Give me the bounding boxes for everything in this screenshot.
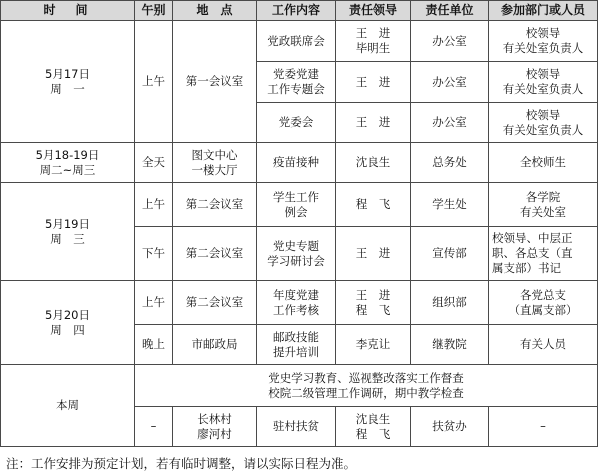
- participants-cell: 校领导 有关处室负责人: [489, 62, 598, 103]
- day-cell-may19: 5月19日 周 三: [1, 183, 135, 281]
- unit-cell: 办公室: [411, 62, 489, 103]
- header-leader: 责任领导: [336, 1, 411, 21]
- leader-cell: 程 飞: [336, 183, 411, 227]
- period-cell: 全天: [135, 143, 173, 183]
- table-row: [1, 143, 598, 183]
- content-cell: 党政联席会: [257, 21, 336, 62]
- participants-cell: 校领导 有关处室负责人: [489, 21, 598, 62]
- leader-cell: 王 进 毕明生: [336, 21, 411, 62]
- day-cell-may18-19: 5月18-19日 周二~周三: [1, 143, 135, 183]
- unit-cell: 办公室: [411, 103, 489, 143]
- period-cell: 上午: [135, 281, 173, 325]
- unit-cell: 总务处: [411, 143, 489, 183]
- leader-cell: 王 进 程 飞: [336, 281, 411, 325]
- content-cell: 邮政技能 提升培训: [257, 325, 336, 365]
- location-cell: 第二会议室: [173, 281, 257, 325]
- table-row: [1, 183, 598, 227]
- leader-cell: 王 进: [336, 62, 411, 103]
- participants-cell: 有关人员: [489, 325, 598, 365]
- location-cell: 图文中心 一楼大厅: [173, 143, 257, 183]
- content-cell: 疫苗接种: [257, 143, 336, 183]
- footer-note: 注：工作安排为预定计划，若有临时调整，请以实际日程为准。: [6, 456, 357, 471]
- location-cell: 第二会议室: [173, 227, 257, 281]
- content-cell: 驻村扶贫: [257, 407, 336, 447]
- content-cell: 年度党建 工作考核: [257, 281, 336, 325]
- period-cell: 晚上: [135, 325, 173, 365]
- content-cell: 党史专题 学习研讨会: [257, 227, 336, 281]
- location-cell: 第一会议室: [173, 21, 257, 143]
- content-cell: 党委会: [257, 103, 336, 143]
- location-cell: 长林村 廖河村: [173, 407, 257, 447]
- participants-cell: 校领导 有关处室负责人: [489, 103, 598, 143]
- header-location: 地 点: [173, 1, 257, 21]
- unit-cell: 组织部: [411, 281, 489, 325]
- header-content: 工作内容: [257, 1, 336, 21]
- day-cell-may20: 5月20日 周 四: [1, 281, 135, 365]
- period-cell: –: [135, 407, 173, 447]
- participants-cell: 各学院 有关处室: [489, 183, 598, 227]
- participants-cell: 全校师生: [489, 143, 598, 183]
- leader-cell: 李克让: [336, 325, 411, 365]
- period-cell: 上午: [135, 21, 173, 143]
- participants-cell: 各党总支 （直属支部）: [489, 281, 598, 325]
- unit-cell: 宣传部: [411, 227, 489, 281]
- header-unit: 责任单位: [411, 1, 489, 21]
- unit-cell: 扶贫办: [411, 407, 489, 447]
- leader-cell: 王 进: [336, 103, 411, 143]
- leader-cell: 沈良生: [336, 143, 411, 183]
- table-row: [1, 21, 598, 62]
- day-cell-may17: 5月17日 周 一: [1, 21, 135, 143]
- header-time: 时 间: [1, 1, 135, 21]
- period-cell: 下午: [135, 227, 173, 281]
- participants-cell: –: [489, 407, 598, 447]
- table-row: [1, 365, 598, 407]
- unit-cell: 学生处: [411, 183, 489, 227]
- header-period: 午别: [135, 1, 173, 21]
- content-cell: 党委党建 工作专题会: [257, 62, 336, 103]
- header-row: [1, 1, 598, 21]
- header-participants: 参加部门或人员: [489, 1, 598, 21]
- day-cell-week: 本周: [1, 365, 135, 447]
- participants-cell: 校领导、中层正 职、各总支（直 属支部）书记: [489, 227, 598, 281]
- unit-cell: 继教院: [411, 325, 489, 365]
- period-cell: 上午: [135, 183, 173, 227]
- content-cell: 学生工作 例会: [257, 183, 336, 227]
- unit-cell: 办公室: [411, 21, 489, 62]
- week-tasks-cell: 党史学习教育、巡视整改落实工作督查 校院二级管理工作调研，期中教学检查: [135, 365, 598, 407]
- location-cell: 市邮政局: [173, 325, 257, 365]
- table-row: [1, 281, 598, 325]
- location-cell: 第二会议室: [173, 183, 257, 227]
- leader-cell: 王 进: [336, 227, 411, 281]
- leader-cell: 沈良生 程 飞: [336, 407, 411, 447]
